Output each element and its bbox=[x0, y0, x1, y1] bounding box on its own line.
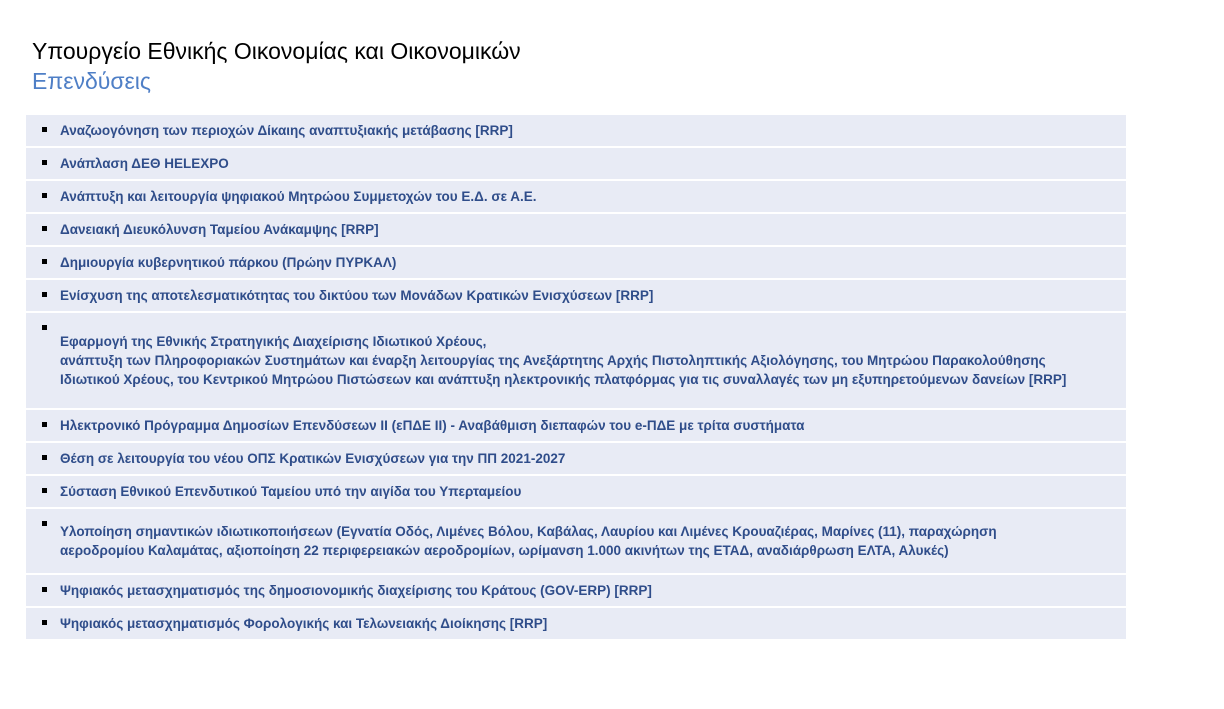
list-item-text: Ανάπτυξη και λειτουργία ψηφιακού Μητρώου Συμμετοχών του Ε.Δ. σε Α.Ε. bbox=[60, 189, 537, 204]
square-bullet-icon bbox=[26, 581, 60, 599]
list-item bbox=[26, 148, 1126, 179]
list-item bbox=[26, 509, 1126, 573]
investments-list bbox=[26, 115, 1126, 641]
list-item bbox=[26, 247, 1126, 278]
list-item bbox=[26, 214, 1126, 245]
square-bullet-icon bbox=[26, 187, 60, 205]
list-item bbox=[26, 443, 1126, 474]
list-item-text: Ηλεκτρονικό Πρόγραμμα Δημοσίων Επενδύσεων ΙΙ (εΠΔΕ ΙΙ) - Αναβάθμιση διεπαφών του e-ΠΔΕ με τρίτα συστήματα bbox=[60, 418, 805, 433]
square-bullet-icon bbox=[26, 482, 60, 500]
list-item-text: Αναζωογόνηση των περιοχών Δίκαιης αναπτυξιακής μετάβασης [RRP] bbox=[60, 123, 513, 138]
list-item-text: Ψηφιακός μετασχηματισμός της δημοσιονομικής διαχείρισης του Κράτους (GOV-ERP) [RRP] bbox=[60, 583, 652, 598]
list-item-text: Εφαρμογή της Εθνικής Στρατηγικής Διαχείρισης Ιδιωτικού Χρέους, ανάπτυξη των Πληροφοριακών Συστημάτων και έναρξη λειτουργίας της Ανεξάρτητης Αρχής Πιστοληπτικής Αξιολόγησης, του Μητρώου Παρακολούθησης Ιδιωτικού Χρέους, του Κεντρικού Μητρώου Πιστώσεων και ανάπτυξη ηλεκτρονικής πλατφόρμας για τις συναλλαγές των μη εξυπηρετούμενων δανείων [RRP] bbox=[60, 334, 1067, 387]
square-bullet-icon bbox=[26, 614, 60, 632]
list-item-text: Ενίσχυση της αποτελεσματικότητας του δικτύου των Μονάδων Κρατικών Ενισχύσεων [RRP] bbox=[60, 288, 654, 303]
list-item bbox=[26, 410, 1126, 441]
square-bullet-icon bbox=[26, 449, 60, 467]
list-item-text: Σύσταση Εθνικού Επενδυτικού Ταμείου υπό την αιγίδα του Υπερταμείου bbox=[60, 484, 522, 499]
list-item-text: Δανειακή Διευκόλυνση Ταμείου Ανάκαμψης [RRP] bbox=[60, 222, 379, 237]
square-bullet-icon bbox=[26, 121, 60, 139]
list-item bbox=[26, 575, 1126, 606]
page-header bbox=[32, 36, 521, 96]
list-item bbox=[26, 313, 1126, 408]
list-item bbox=[26, 608, 1126, 639]
square-bullet-icon bbox=[26, 416, 60, 434]
square-bullet-icon bbox=[26, 154, 60, 172]
list-item bbox=[26, 181, 1126, 212]
square-bullet-icon bbox=[26, 515, 60, 533]
square-bullet-icon bbox=[26, 319, 60, 337]
list-item-text: Υλοποίηση σημαντικών ιδιωτικοποιήσεων (Εγνατία Οδός, Λιμένες Βόλου, Καβάλας, Λαυρίου και Λιμένες Κρουαζιέρας, Μαρίνες (11), παραχώρηση αεροδρομίου Καλαμάτας, αξιοποίηση 22 περιφερειακών αεροδρομίων, ωρίμανση 1.000 ακινήτων της ΕΤΑΔ, αναδιάρθρωση ΕΛΤΑ, Αλυκές) bbox=[60, 524, 997, 558]
list-item-text: Δημιουργία κυβερνητικού πάρκου (Πρώην ΠΥΡΚΑΛ) bbox=[60, 255, 397, 270]
ministry-title: Υπουργείο Εθνικής Οικονομίας και Οικονομικών bbox=[32, 38, 521, 64]
section-title: Επενδύσεις bbox=[32, 68, 151, 94]
list-item-text: Θέση σε λειτουργία του νέου ΟΠΣ Κρατικών Ενισχύσεων για την ΠΠ 2021-2027 bbox=[60, 451, 566, 466]
square-bullet-icon bbox=[26, 253, 60, 271]
list-item bbox=[26, 115, 1126, 146]
square-bullet-icon bbox=[26, 220, 60, 238]
list-item-text: Ανάπλαση ΔΕΘ HELEXPO bbox=[60, 156, 229, 171]
list-item-text: Ψηφιακός μετασχηματισμός Φορολογικής και Τελωνειακής Διοίκησης [RRP] bbox=[60, 616, 548, 631]
square-bullet-icon bbox=[26, 286, 60, 304]
list-item bbox=[26, 476, 1126, 507]
list-item bbox=[26, 280, 1126, 311]
